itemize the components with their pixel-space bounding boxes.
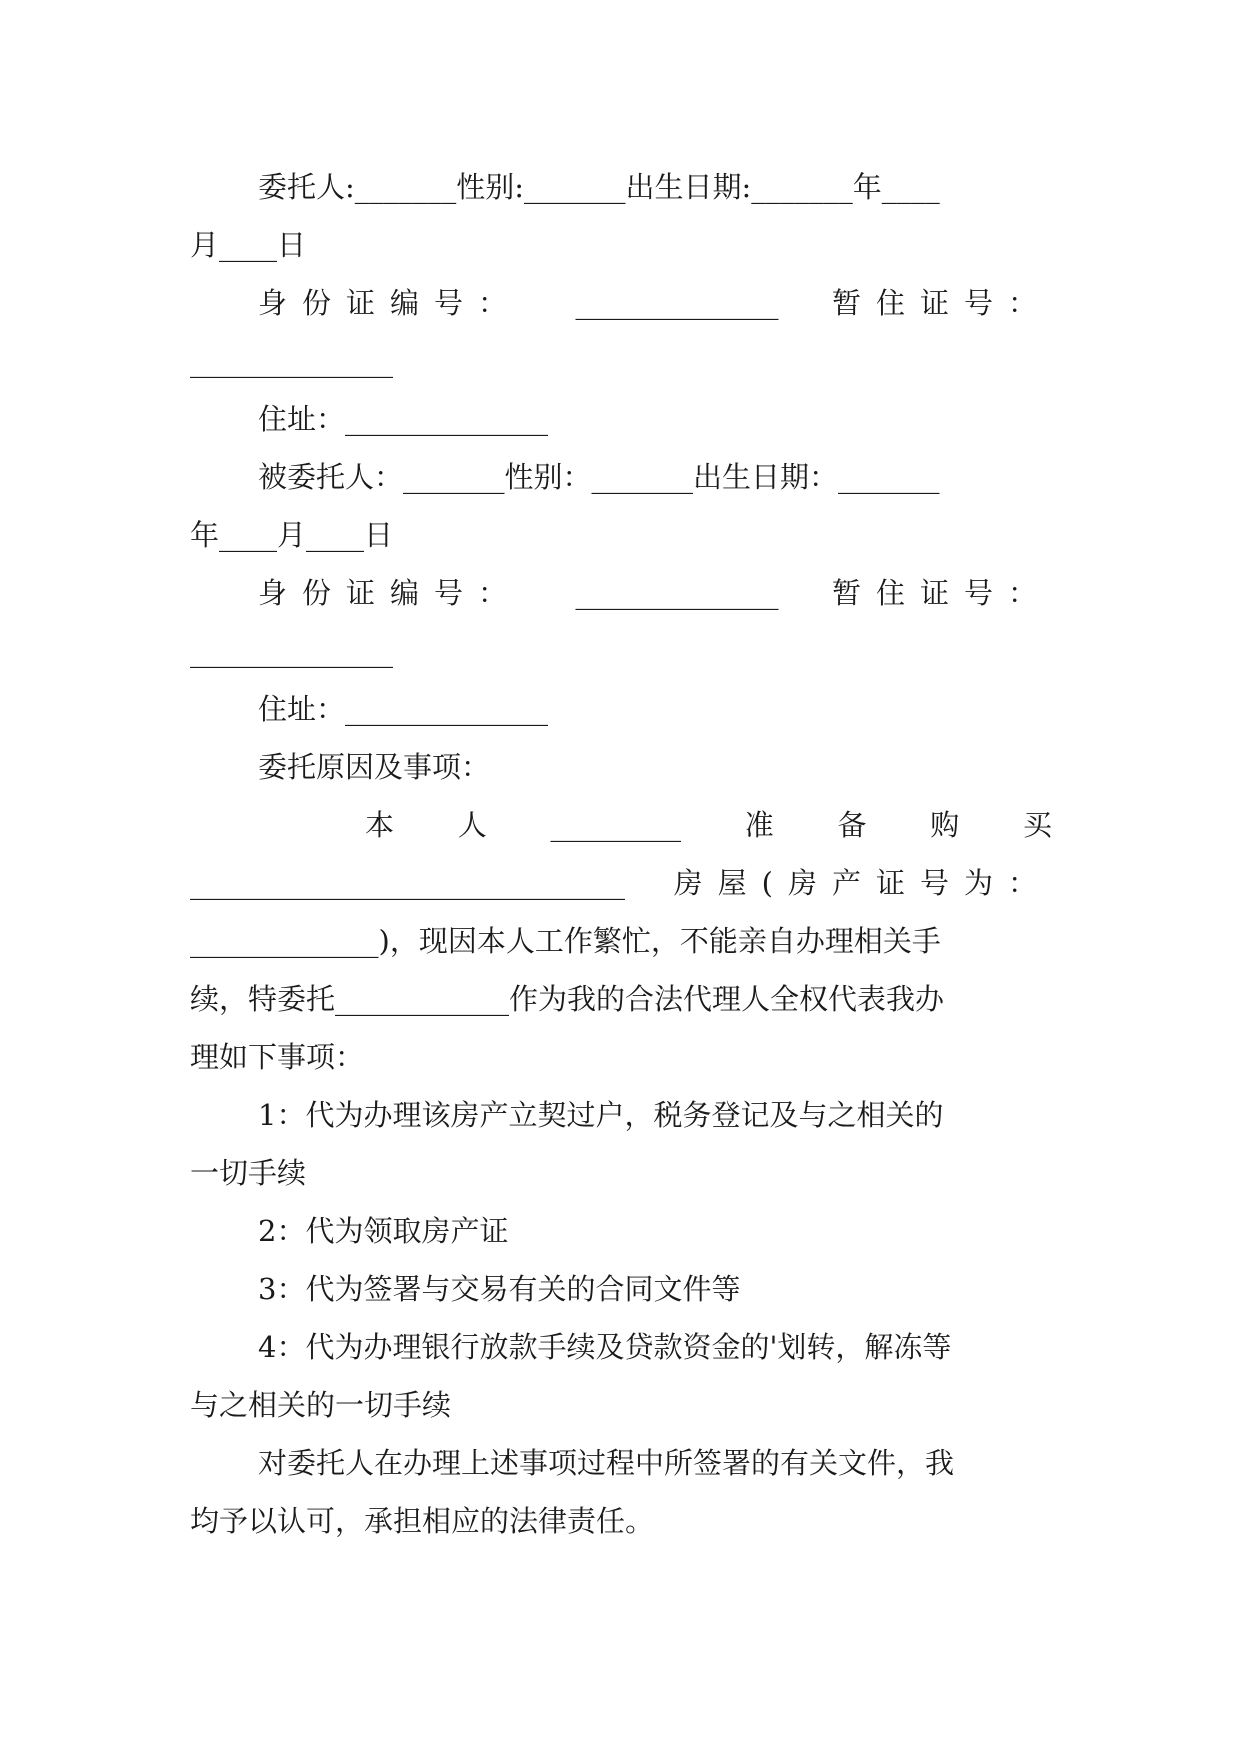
purchase-word-1: 本 bbox=[365, 808, 395, 842]
principal-line1: 委托人:_______性别:_______出生日期:_______年____ bbox=[258, 170, 940, 204]
item-2: 2：代为领取房产证 bbox=[258, 1214, 509, 1248]
purchase-word-5: 购 bbox=[930, 808, 960, 842]
principal-address: 住址：______________ bbox=[258, 402, 549, 436]
purchase-row bbox=[190, 796, 1052, 854]
purchase-word-2: 人 bbox=[457, 808, 487, 842]
principal-line2: 月____日 bbox=[190, 228, 307, 262]
agent-id-label: 身份证编号： bbox=[258, 576, 523, 610]
agent-id-row bbox=[190, 564, 1052, 622]
closing-a: 对委托人在办理上述事项过程中所签署的有关文件，我 bbox=[258, 1446, 955, 1480]
document-body bbox=[190, 158, 1052, 1550]
agent-address: 住址：______________ bbox=[258, 692, 549, 726]
item-4-b: 与之相关的一切手续 bbox=[190, 1388, 452, 1422]
purchase-blank: _________ bbox=[550, 808, 681, 842]
item-4-a: 4：代为办理银行放款手续及贷款资金的'划转，解冻等 bbox=[258, 1330, 952, 1364]
item-1-a: 1：代为办理该房产立契过户，税务登记及与之相关的 bbox=[258, 1098, 944, 1132]
principal-id-label: 身份证编号： bbox=[258, 286, 523, 320]
house-cert-label: 房屋(房产证号为： bbox=[673, 866, 1052, 900]
house-address-blank: ______________________________ bbox=[190, 866, 625, 900]
principal-id-row bbox=[190, 274, 1052, 332]
matters-line3: _____________)，现因本人工作繁忙，不能亲自办理相关手 bbox=[190, 924, 941, 958]
principal-id-blank: ______________ bbox=[575, 286, 779, 320]
agent-id-blank: ______________ bbox=[575, 576, 779, 610]
agent-line1: 被委托人：_______性别：_______出生日期：_______ bbox=[258, 460, 940, 494]
principal-temp-blank: ______________ bbox=[190, 344, 393, 378]
item-3: 3：代为签署与交易有关的合同文件等 bbox=[258, 1272, 741, 1306]
matters-line4: 续，特委托____________作为我的合法代理人全权代表我办 bbox=[190, 982, 945, 1016]
agent-line2: 年____月____日 bbox=[190, 518, 394, 552]
matters-line5: 理如下事项： bbox=[190, 1040, 365, 1074]
item-1-b: 一切手续 bbox=[190, 1156, 307, 1190]
agent-temp-blank: ______________ bbox=[190, 634, 393, 668]
purchase-word-6: 买 bbox=[1022, 808, 1052, 842]
agent-temp-label: 暂住证号： bbox=[831, 576, 1052, 610]
purchase-word-4: 备 bbox=[837, 808, 867, 842]
closing-b: 均予以认可，承担相应的法律责任。 bbox=[190, 1504, 655, 1538]
principal-temp-label: 暂住证号： bbox=[831, 286, 1052, 320]
house-row bbox=[190, 854, 1052, 912]
matters-heading: 委托原因及事项： bbox=[258, 750, 491, 784]
purchase-word-3: 准 bbox=[744, 808, 774, 842]
